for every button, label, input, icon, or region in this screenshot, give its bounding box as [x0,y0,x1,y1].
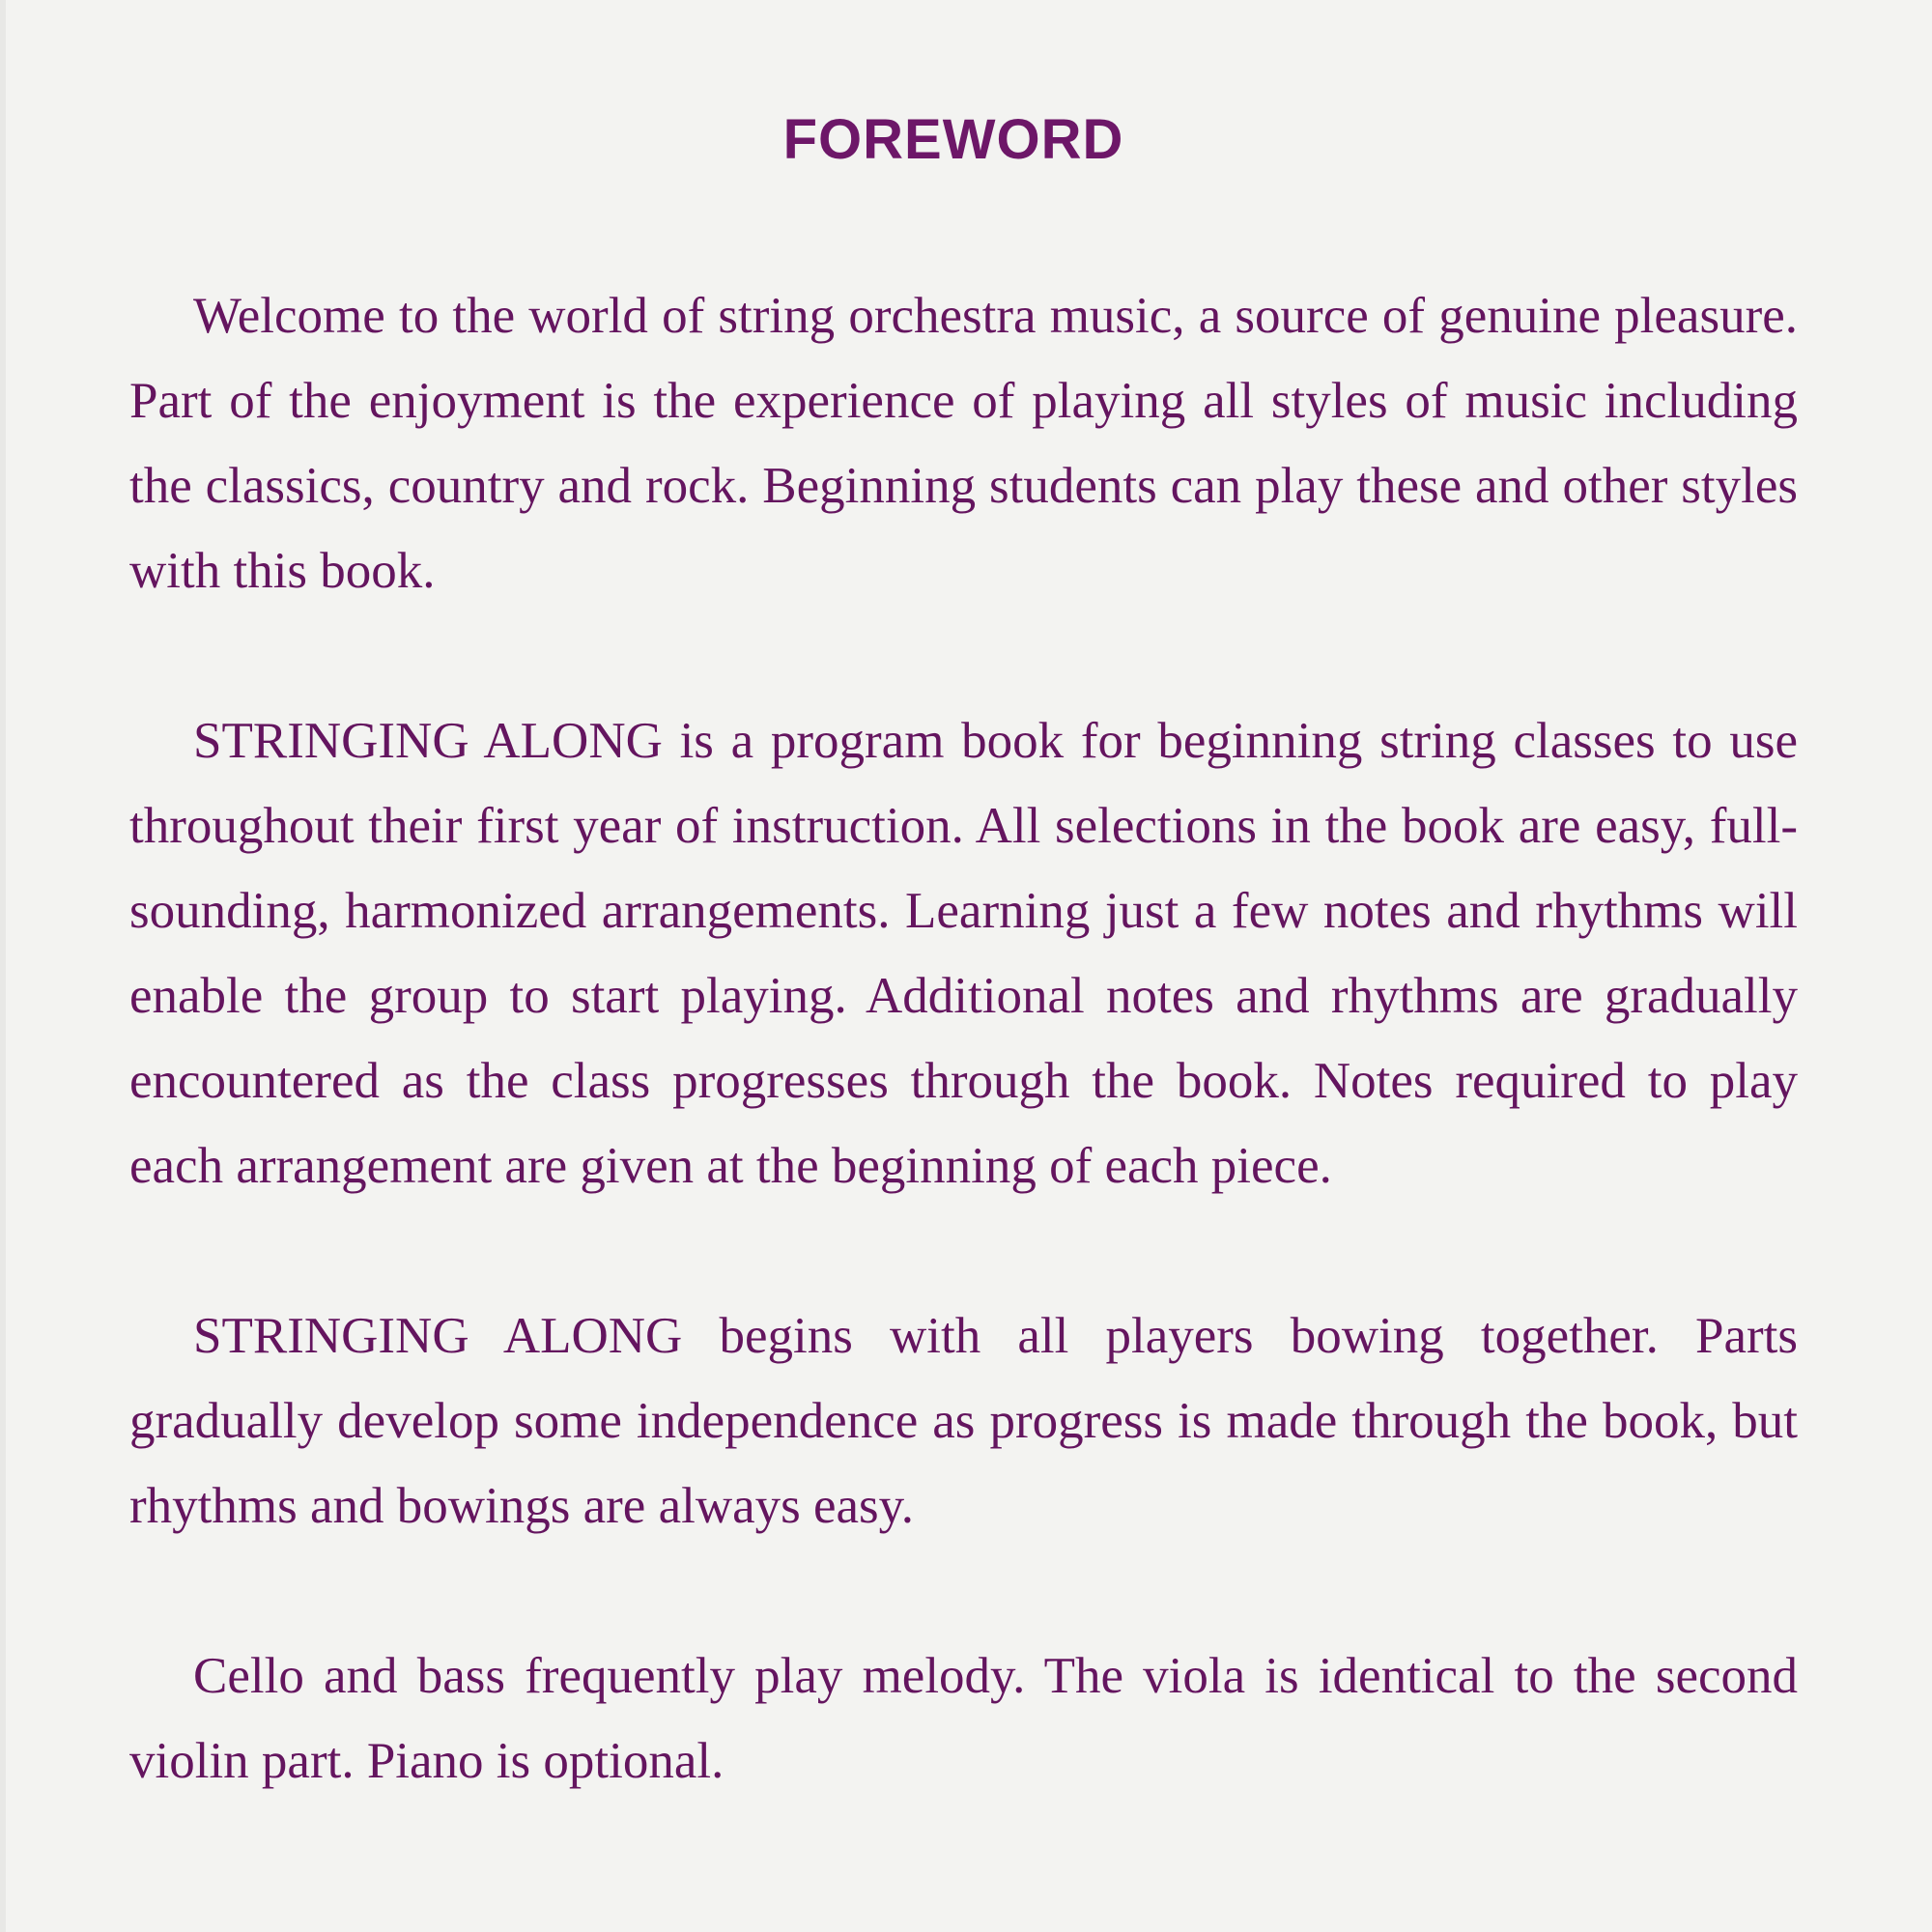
foreword-body [129,273,1798,1804]
page-title: FOREWORD [782,108,1124,171]
paragraph-welcome: Welcome to the world of string orchestra music, a source of genuine pleasure. Part of the enjoyment is the experience of playing all styles of music including the classics, country and rock. Beginning students can play these and other styles with this book. [129,288,1798,599]
paragraph-instrumentation: Cello and bass frequently play melody. The viola is identical to the second violin part. Piano is optional. [129,1648,1798,1789]
paragraph-program-book: STRINGING ALONG is a program book for beginning string classes to use throughout their first year of instruction. All selections in the book are easy, full-sounding, harmonized arrangements. Learning just a few notes and rhythms will enable the group to start playing. Additional notes and rhythms are gradually encountered as the class progresses through the book. Notes required to play each arrangement are given at the beginning of each piece. [129,713,1798,1194]
paragraph-bowing: STRINGING ALONG begins with all players bowing together. Parts gradually develop some independence as progress is made through the book, but rhythms and bowings are always easy. [129,1308,1798,1534]
